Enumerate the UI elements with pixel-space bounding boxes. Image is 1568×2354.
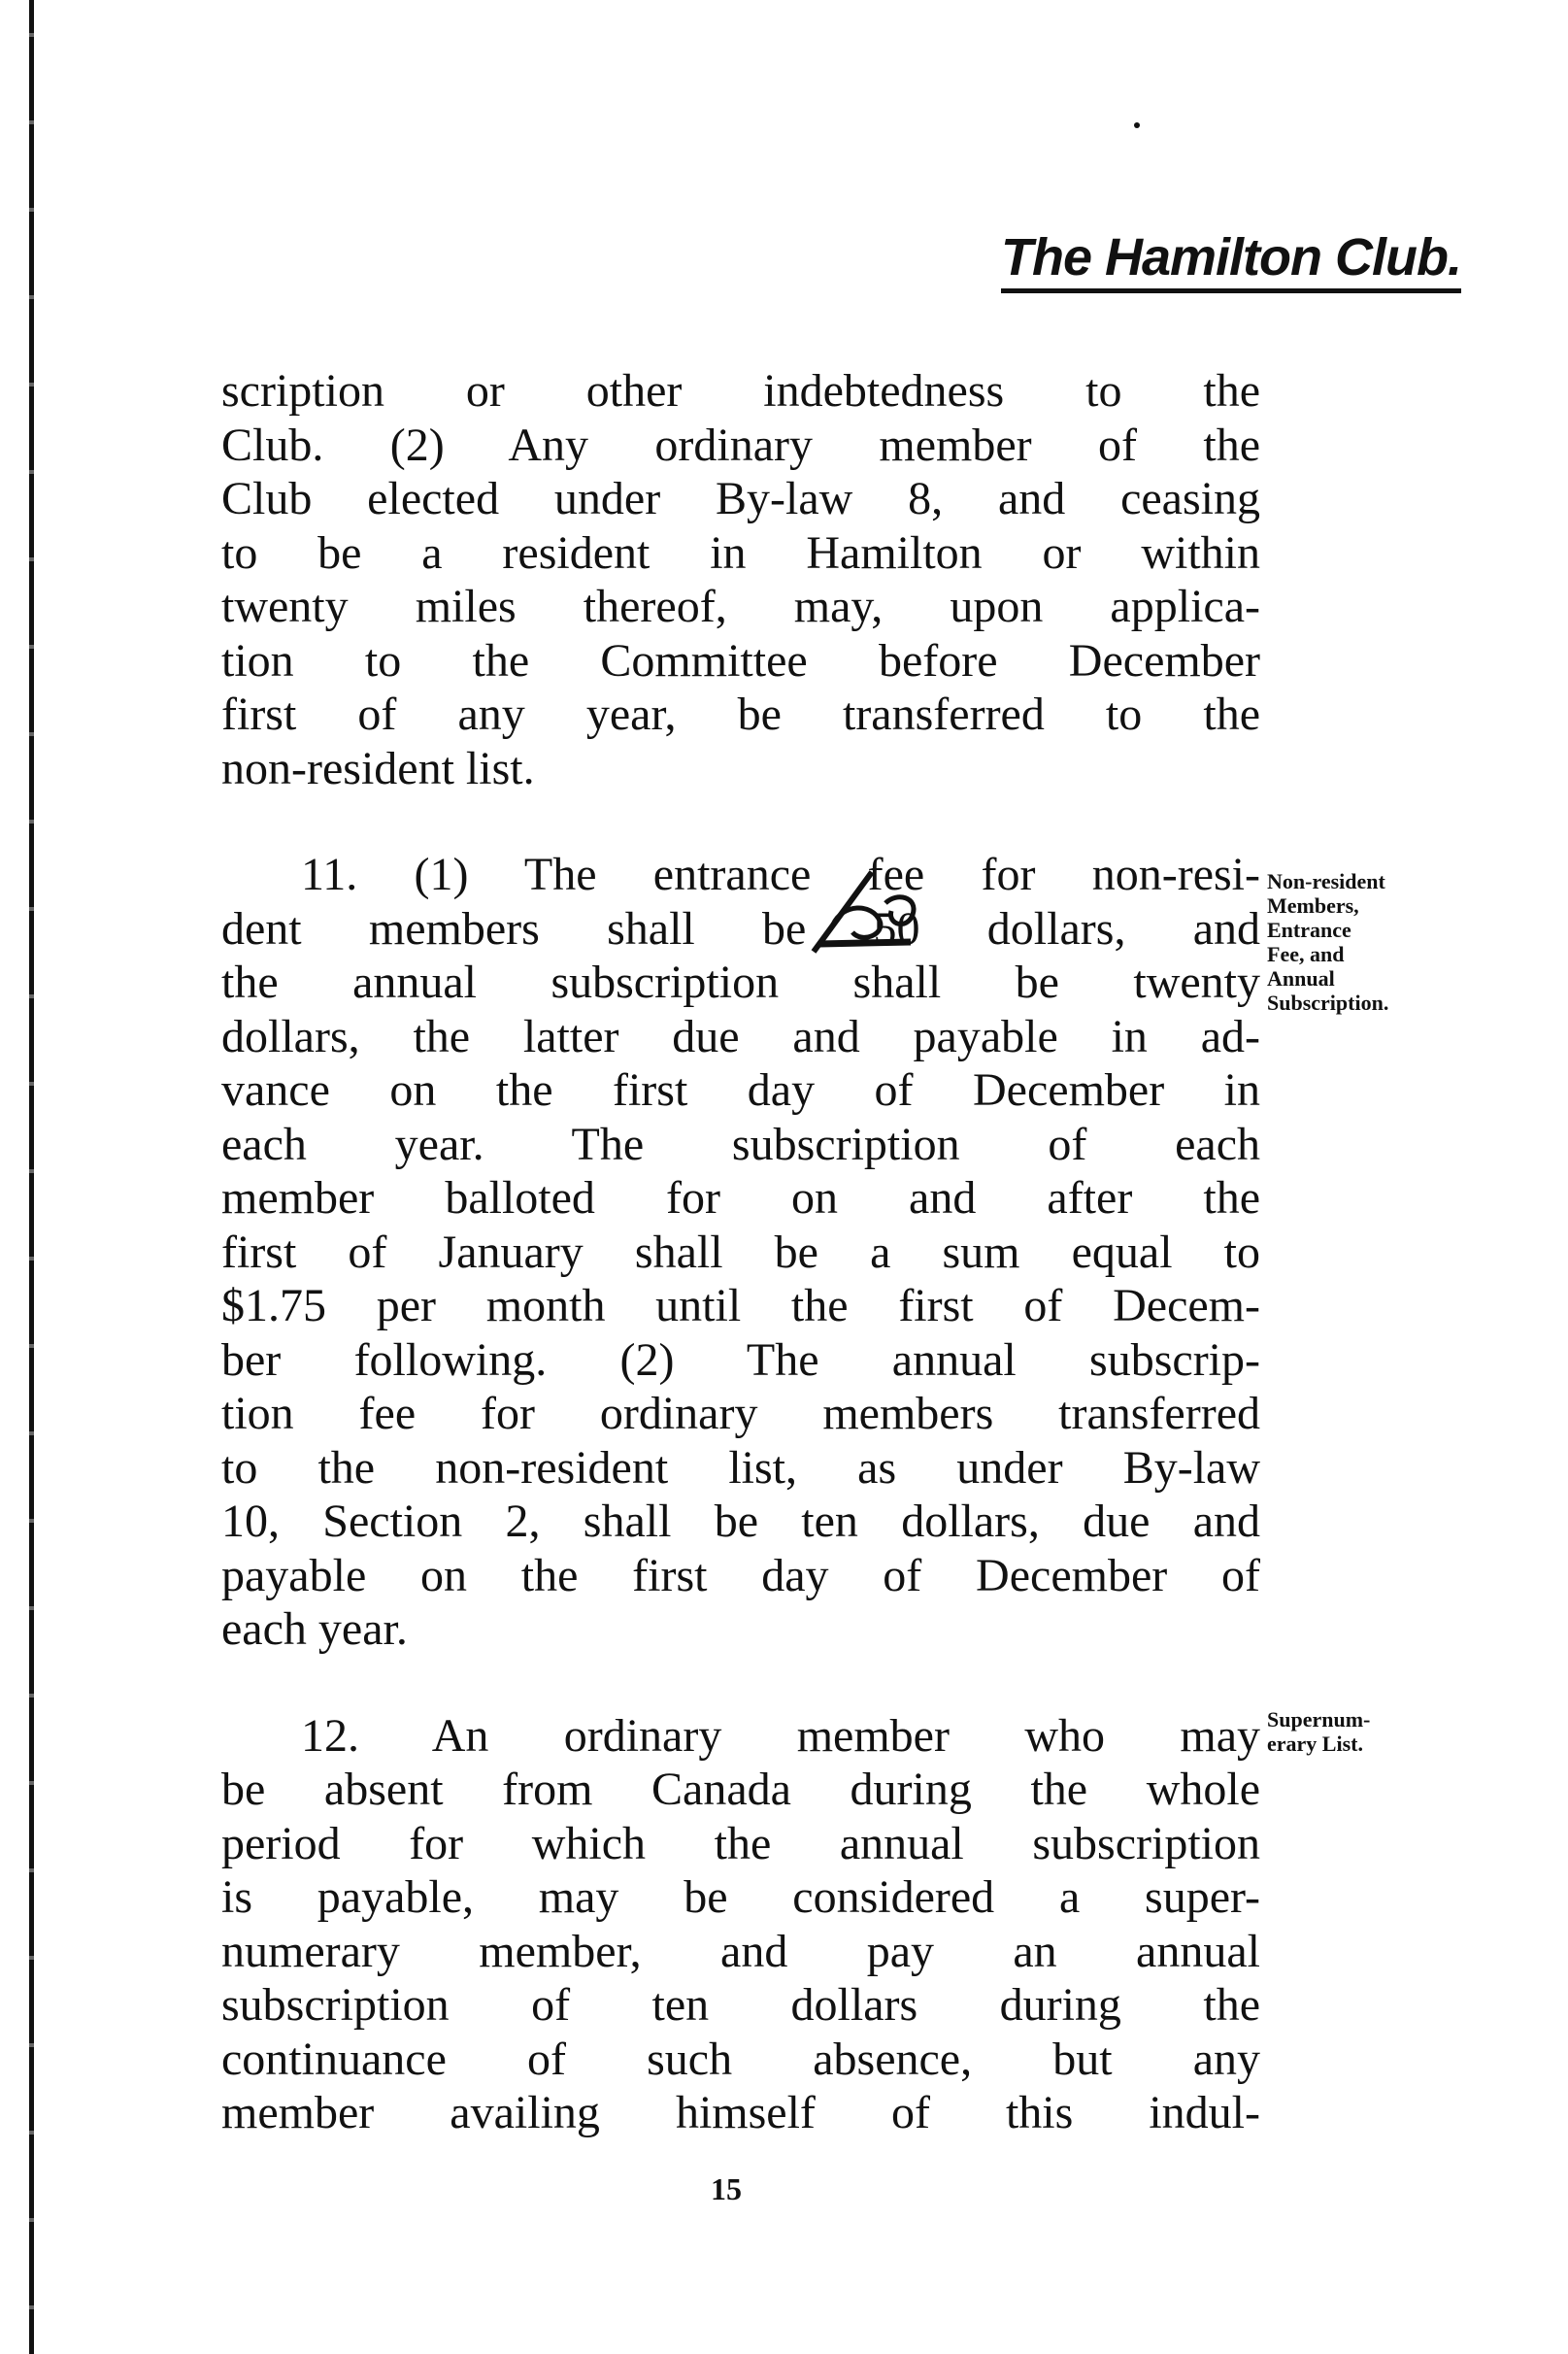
text-line: is payable, may be considered a super- (221, 1871, 1260, 1923)
text-line: 11. (1) The entrance fee for non-resi- (301, 849, 1260, 900)
text-line: to be a resident in Hamilton or within (221, 526, 1260, 579)
text-line: first of January shall be a sum equal to (221, 1226, 1260, 1278)
paragraph-gap (221, 1657, 1260, 1709)
paragraph-gap (221, 795, 1260, 848)
margin-note-line: Non-resident (1267, 869, 1385, 893)
margin-note-line: Fee, and (1267, 942, 1345, 966)
margin-note-line: Supernum- (1267, 1707, 1371, 1732)
text-line: payable on the first day of December of (221, 1549, 1260, 1601)
text-line: be absent from Canada during the whole (221, 1764, 1260, 1815)
running-head: The Hamilton Club. (1001, 229, 1461, 293)
margin-note-line: Subscription. (1267, 991, 1389, 1015)
text-line: ber following. (2) The annual subscrip- (221, 1333, 1260, 1386)
text-line: member balloted for on and after the (221, 1172, 1260, 1224)
handwritten-correction-mark (804, 864, 925, 961)
text-line: the annual subscription shall be twenty (221, 957, 1260, 1008)
margin-note-non-resident (1267, 869, 1388, 1015)
text-line: period for which the annual subscription (221, 1817, 1260, 1869)
text-line: 10, Section 2, shall be ten dollars, due and (221, 1496, 1260, 1547)
margin-note-line: erary List. (1267, 1732, 1363, 1756)
margin-note-supernumerary (1267, 1707, 1370, 1756)
body-text (221, 364, 1260, 2140)
page-number: 15 (711, 2171, 742, 2206)
text-line: Club elected under By-law 8, and ceasing (221, 473, 1260, 524)
text-line: first of any year, be transferred to the (221, 689, 1260, 740)
text-line: vance on the first day of December in (221, 1064, 1260, 1116)
text-line: to the non-resident list, as under By-law (221, 1441, 1260, 1494)
text-line: $1.75 per month until the first of Decem- (221, 1280, 1260, 1331)
paragraph-section-12 (221, 1709, 1260, 2140)
text-line: dollars, the latter due and payable in ad- (221, 1010, 1260, 1062)
text-line: non-resident list. (221, 742, 535, 794)
margin-note-line: Entrance (1267, 918, 1351, 942)
text-line: tion fee for ordinary members transferred (221, 1388, 1260, 1439)
text-line: member availing himself of this indul- (221, 2087, 1260, 2138)
text-line: dent members shall be 50 dollars, and (221, 902, 1260, 955)
text-line: each year. The subscription of each (221, 1118, 1260, 1170)
text-line: continuance of such absence, but any (221, 2033, 1260, 2085)
binding-edge (29, 0, 34, 2354)
text-line: scription or other indebtedness to the (221, 365, 1260, 417)
margin-note-line: Annual (1267, 966, 1335, 991)
ink-dot (1134, 122, 1140, 128)
paragraph-section-11 (221, 848, 1260, 1657)
text-line: subscription of ten dollars during the (221, 1979, 1260, 2031)
text-line: Club. (2) Any ordinary member of the (221, 419, 1260, 471)
text-line: twenty miles thereof, may, upon applica- (221, 581, 1260, 632)
text-line: tion to the Committee before December (221, 634, 1260, 687)
margin-note-line: Members, (1267, 893, 1359, 918)
text-line: numerary member, and pay an annual (221, 1925, 1260, 1977)
paragraph-continuation (221, 364, 1260, 795)
text-line: each year. (221, 1603, 408, 1655)
text-line: 12. An ordinary member who may (301, 1709, 1260, 1762)
